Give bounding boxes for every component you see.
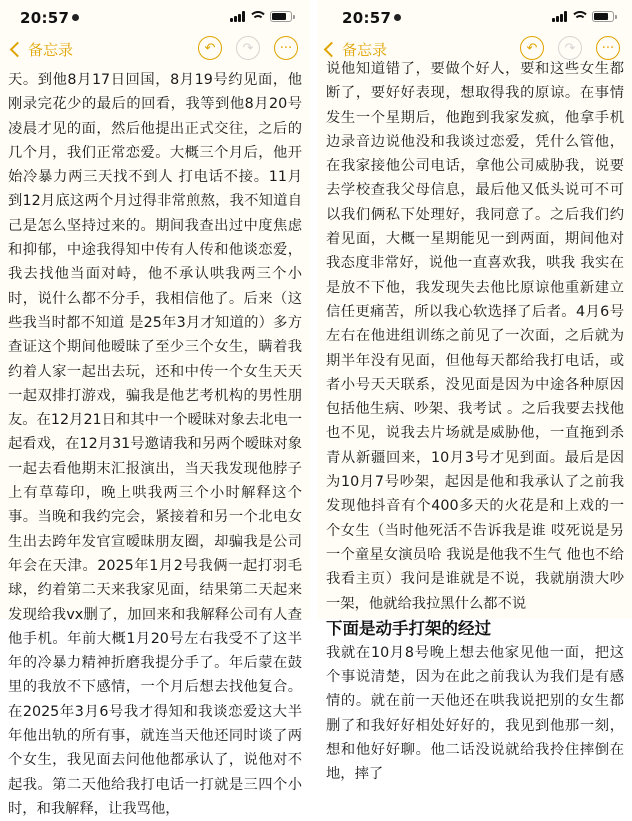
status-bar <box>318 0 632 34</box>
screenshot-divider <box>310 0 318 619</box>
back-to-notes-button[interactable] <box>8 39 73 60</box>
focus-person-icon <box>394 14 401 21</box>
note-body-text[interactable] <box>318 57 632 616</box>
cellular-signal-icon <box>230 11 245 22</box>
note-content[interactable] <box>0 66 310 817</box>
back-label: 备忘录 <box>342 41 388 59</box>
status-time: 20:57 <box>342 9 401 27</box>
back-label: 备忘录 <box>28 41 74 59</box>
status-icons <box>230 11 292 22</box>
redo-icon[interactable]: ↷ <box>558 36 582 60</box>
redo-icon[interactable]: ↷ <box>236 36 260 60</box>
undo-icon[interactable]: ↶ <box>198 36 222 60</box>
battery-icon <box>270 11 292 22</box>
status-icons <box>552 11 614 22</box>
right-phone-screenshot <box>318 0 632 783</box>
chevron-left-icon <box>324 42 340 58</box>
note-content[interactable] <box>318 61 632 783</box>
focus-person-icon <box>72 14 79 21</box>
status-bar <box>0 0 310 34</box>
cellular-signal-icon <box>552 11 567 22</box>
undo-icon[interactable]: ↶ <box>520 36 544 60</box>
wifi-icon <box>250 11 265 22</box>
nav-actions <box>198 36 298 60</box>
more-icon[interactable]: ··· <box>596 36 620 60</box>
more-icon[interactable]: ··· <box>274 36 298 60</box>
note-section-heading: 下面是动手打架的经过 <box>326 618 491 638</box>
chevron-left-icon <box>10 42 26 58</box>
left-phone-screenshot <box>0 0 310 817</box>
wifi-icon <box>572 11 587 22</box>
battery-icon <box>592 11 614 22</box>
nav-bar <box>0 36 310 66</box>
note-body-part: 说他知道错了，要做个好人，要和这些女生都断了，要好好表现，想取得我的原谅。在事情发生一个星期后，他跑到我家发疯，他拿手机边录音边说他没和我谈过恋爱，凭什么管他，在我家接他公司电话，拿他公司威胁我，说要去学校查我父母信息，最后他又低头说可不可以我们俩私下处理好，我同意了。之后我们约着见面，大概一星期能见一到两面，期间他对我态度非常好，说他一直喜欢我，哄我 我实在是放不下他，我发现失去他比原谅他重新建立信任更痛苦，所以我心软选择了后者。4月6号左右在他进组训练之前见了一次面，之后就为期半年没有见面，但他每天都给我打电话，或者小号天天联系，没见面是因为中途各种原因包括他生病、吵架、我考试 。之后我要去找他也不见，说我去片场就是威胁他，一直拖到杀青从新疆回来，10月3号才见到面。最后是因为10月7号吵架，起因是他和我承认了之前我发现他抖音有个400多天的火花是和上戏的一个女生（当时他死活不告诉我是谁 哎死说是另一个童星女演员哈 我说是他我不生气 他也不给我看主页）我问是谁就是不说，我就崩溃大吵一架，他就给我拉黑什么都不说 <box>326 61 624 612</box>
status-time: 20:57 <box>20 9 79 27</box>
note-body-text-continued[interactable]: 我就在10月8号晚上想去他家见他一面，把这个事说清楚，因为在此之前我认为我们是有感情的。就在前一天他还在哄我说把别的女生都删了和我好好相处好好的，我见到他那一刻，想和他好好聊。他二话没说就给我拎住摔倒在地，摔了 <box>326 644 624 783</box>
note-body-text[interactable]: 天。到他8月17日回国，8月19号约见面，他刚录完花少的最后的回看，我等到他8月20号凌晨才见的面，然后他提出正式交往，之后的几个月，我们正常恋爱。大概三个月后，他开始冷暴力两三天找不到人 打电话不接。11月到12月底这两个月过得非常煎熬，我不知道自己是怎么坚持过来的。期间我查出过中度焦虑和抑郁，中途我得知中传有人传和他谈恋爱，我去找他当面对峙，他不承认哄我两三个小时，说什么都不分手，我相信他了。后来（这些我当时都不知道 是25年3月才知道的）多方查证这个期间他暧昧了至少三个女生，瞒着我约着人家一起出去玩，还和中传一个女生天天一起双排打游戏，骗我是他艺考机构的男性朋友。在12月21日和其中一个暧昧对象去北电一起看戏，在12月31号邀请我和另两个暧昧对象一起去看他期末汇报演出，当天我发现他脖子上有草莓印，晚上哄我两三个小时解释这个事。当晚和我约完会，紧接着和另一个北电女生出去跨年发官宣暧昧朋友圈，却骗我是公司年会在天津。2025年1月2号我俩一起打羽毛球，约着第二天来我家见面，结果第二天起来发现给我vx删了，加回来和我解释公司有人查他手机。年前大概1月20号左右我受不了这半年的冷暴力精神折磨我提分手了。年后蒙在鼓里的我放不下感情，一个月后想去找他复合。在2025年3月6号我才得知和我谈恋爱这大半年他出轨的所有事，就连当天他还同时谈了两个女生，我见面去问他他都承认了，说他对不起我。第二天他给我打电话一打就是三四个小时，和我解释，让我骂他， <box>8 72 302 817</box>
